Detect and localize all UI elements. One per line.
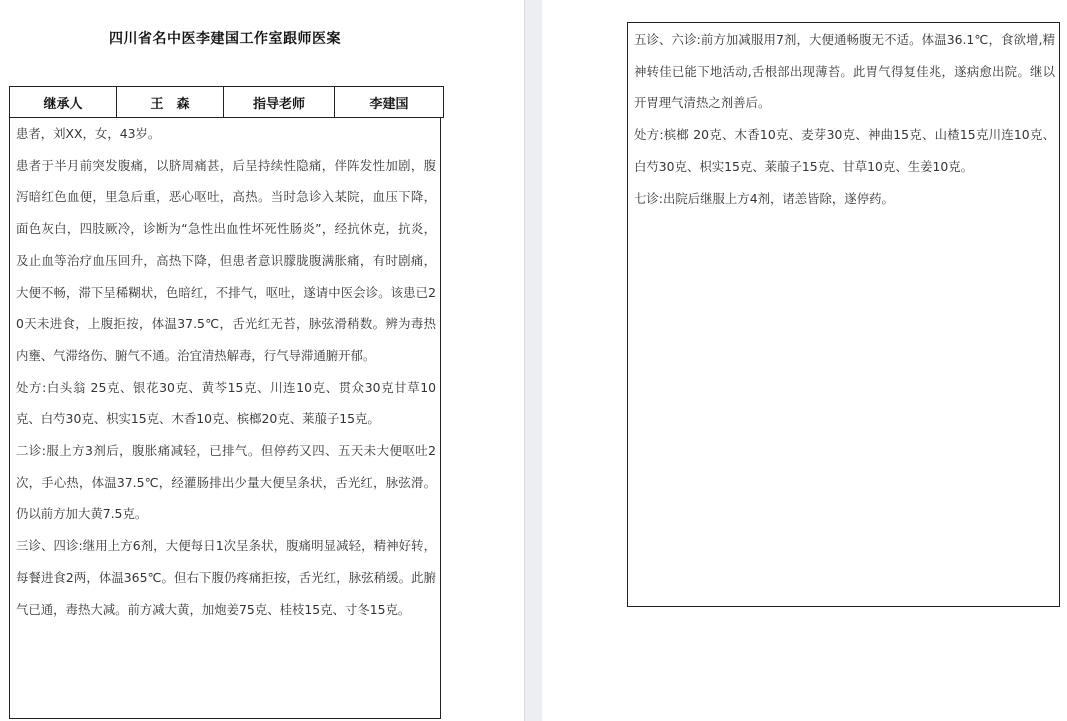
case-history: 患者于半月前突发腹痛，以脐周痛甚，后呈持续性隐痛，伴阵发性加剧，腹泻暗红色血便，里急后重，恶心呕吐，高热。当时急诊入某院，血压下降，面色灰白，四肢厥冷，诊断为“急性出血性坏死性肠炎”，经抗休克，抗炎，及止血等治疗血压回升，高热下降，但患者意识朦胧腹满胀痛，有时剧痛，大便不畅，滞下呈稀糊状，色暗红，不排气，呕吐，遂请中医会诊。该患已20天未进食，上腹拒按，体温37.5℃，舌光红无苔，脉弦滑稍数。辨为毒热内壅、气滞络伤、腑气不通。治宜清热解毒，行气导滞通腑开郁。 xyxy=(16,157,436,363)
second-visit: 二诊:服上方3剂后，腹胀痛减轻，已排气。但停药又四、五天未大便呕吐2次，手心热，体温37.5℃，经灌肠排出少量大便呈条状，舌光红，脉弦滑。仍以前方加大黄7.5克。 xyxy=(16,443,436,522)
page-left xyxy=(0,0,524,721)
teacher-label: 指导老师 xyxy=(224,87,335,118)
page-gap xyxy=(524,0,543,721)
prescription-2: 处方:槟榔 20克、木香10克、麦芽30克、神曲15克、山楂15克川连10克、白芍30克、枳实15克、莱菔子15克、甘草10克、生姜10克。 xyxy=(634,127,1055,174)
patient-info: 患者，刘XX，女，43岁。 xyxy=(16,126,161,141)
successor-name: 王 森 xyxy=(117,87,224,118)
case-record-box-left xyxy=(9,117,441,719)
header-info-table xyxy=(9,86,444,118)
teacher-name: 李建国 xyxy=(335,87,444,118)
third-fourth-visit: 三诊、四诊:继用上方6剂，大便每日1次呈条状，腹痛明显减轻，精神好转，每餐进食2两，体温365℃。但右下腹仍疼痛拒按，舌光红，脉弦稍缓。此腑气已通，毒热大减。前方减大黄，加炮姜75克、桂枝15克、寸冬15克。 xyxy=(16,538,436,617)
successor-label: 继承人 xyxy=(10,87,117,118)
seventh-visit: 七诊:出院后继服上方4剂，诸恙皆除，遂停药。 xyxy=(634,190,894,206)
prescription-1: 处方:白头翁 25克、银花30克、黄芩15克、川连10克、贯众30克甘草10克、白芍30克、枳实15克、木香10克、槟榔20克、莱菔子15克。 xyxy=(16,379,436,427)
fifth-sixth-visit: 五诊、六诊:前方加减服用7剂，大便通畅腹无不适。体温36.1℃，食欲增,精神转佳已能下地活动,舌根部出现薄苔。此胃气得复佳兆，遂病愈出院。继以开胃理气清热之剂善后。 xyxy=(634,32,1055,111)
case-record-box-right xyxy=(627,22,1060,607)
document-title: 四川省名中医李建国工作室跟师医案 xyxy=(109,31,341,47)
